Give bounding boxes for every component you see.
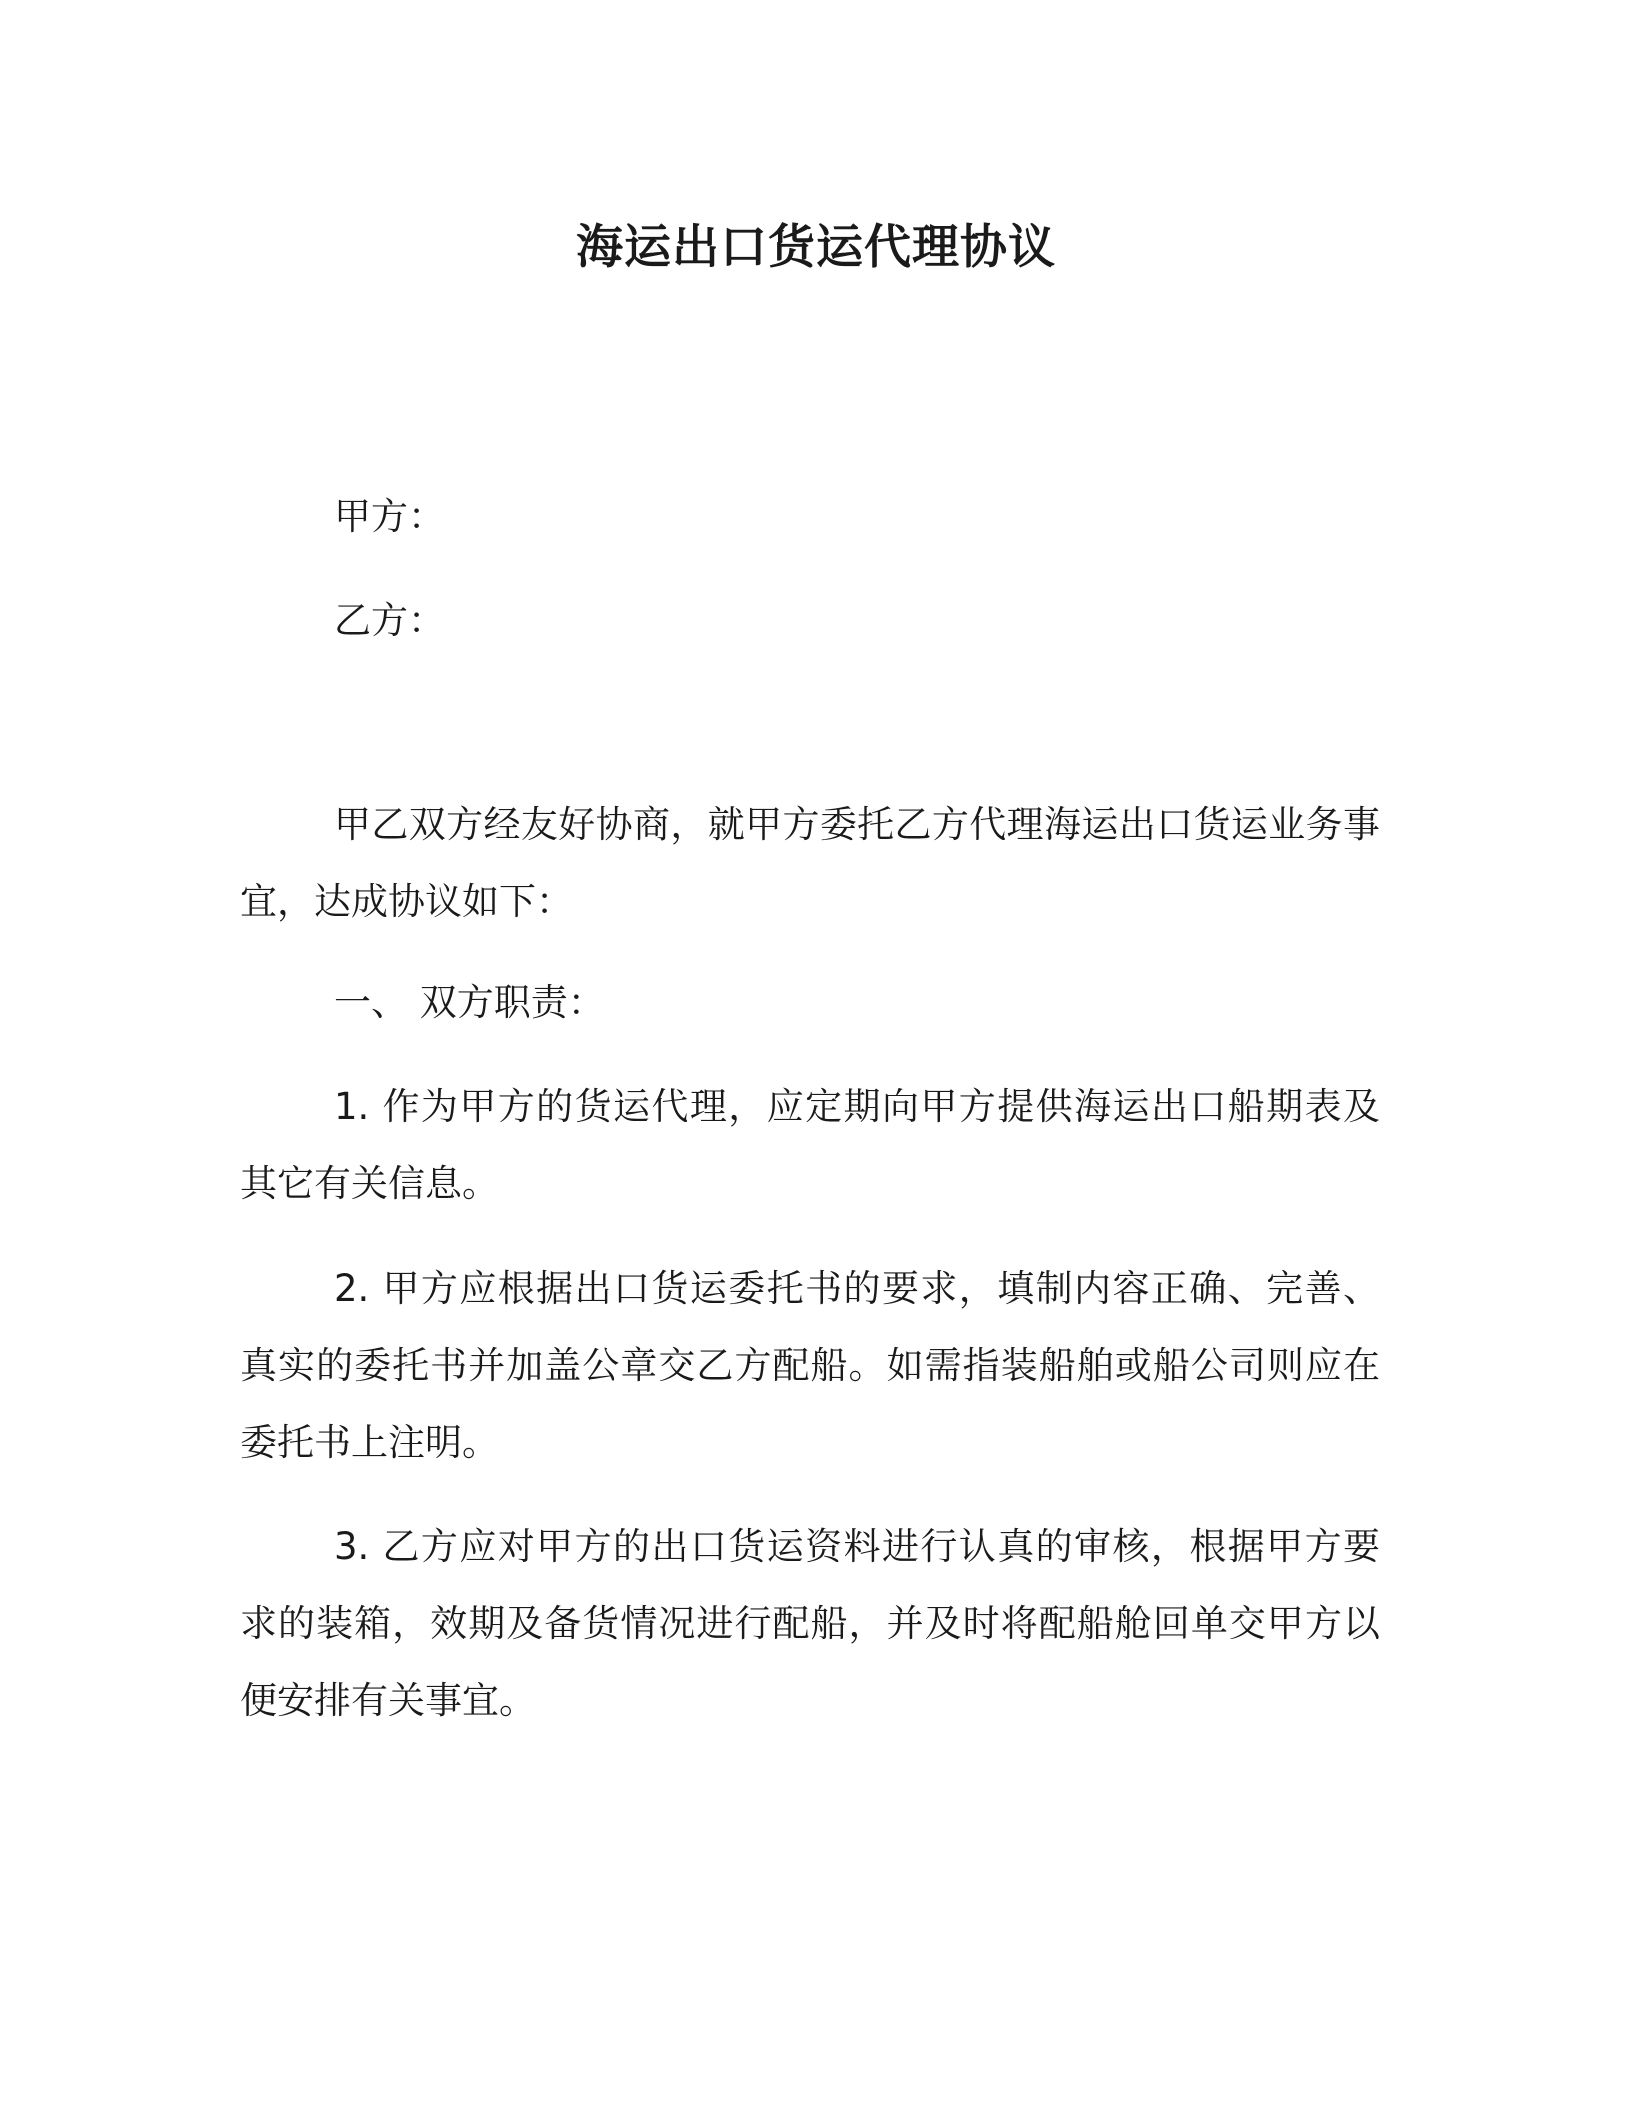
section-heading: 一、 双方职责：	[334, 981, 605, 1024]
intro-paragraph: 甲乙双方经友好协商，就甲方委托乙方代理海运出口货运业务事宜，达成协议如下：	[240, 803, 1380, 923]
party-b-label: 乙方：	[334, 599, 445, 642]
clause-3: 3. 乙方应对甲方的出口货运资料进行认真的审核，根据甲方要求的装箱，效期及备货情况进行配船，并及时将配船舱回单交甲方以便安排有关事宜。	[240, 1525, 1380, 1722]
document-title: 海运出口货运代理协议	[576, 220, 1056, 275]
clause-1: 1. 作为甲方的货运代理，应定期向甲方提供海运出口船期表及其它有关信息。	[240, 1085, 1380, 1205]
clause-2: 2. 甲方应根据出口货运委托书的要求，填制内容正确、完善、真实的委托书并加盖公章交乙方配船。如需指装船舶或船公司则应在委托书上注明。	[240, 1267, 1380, 1464]
party-a-label: 甲方：	[334, 495, 445, 538]
